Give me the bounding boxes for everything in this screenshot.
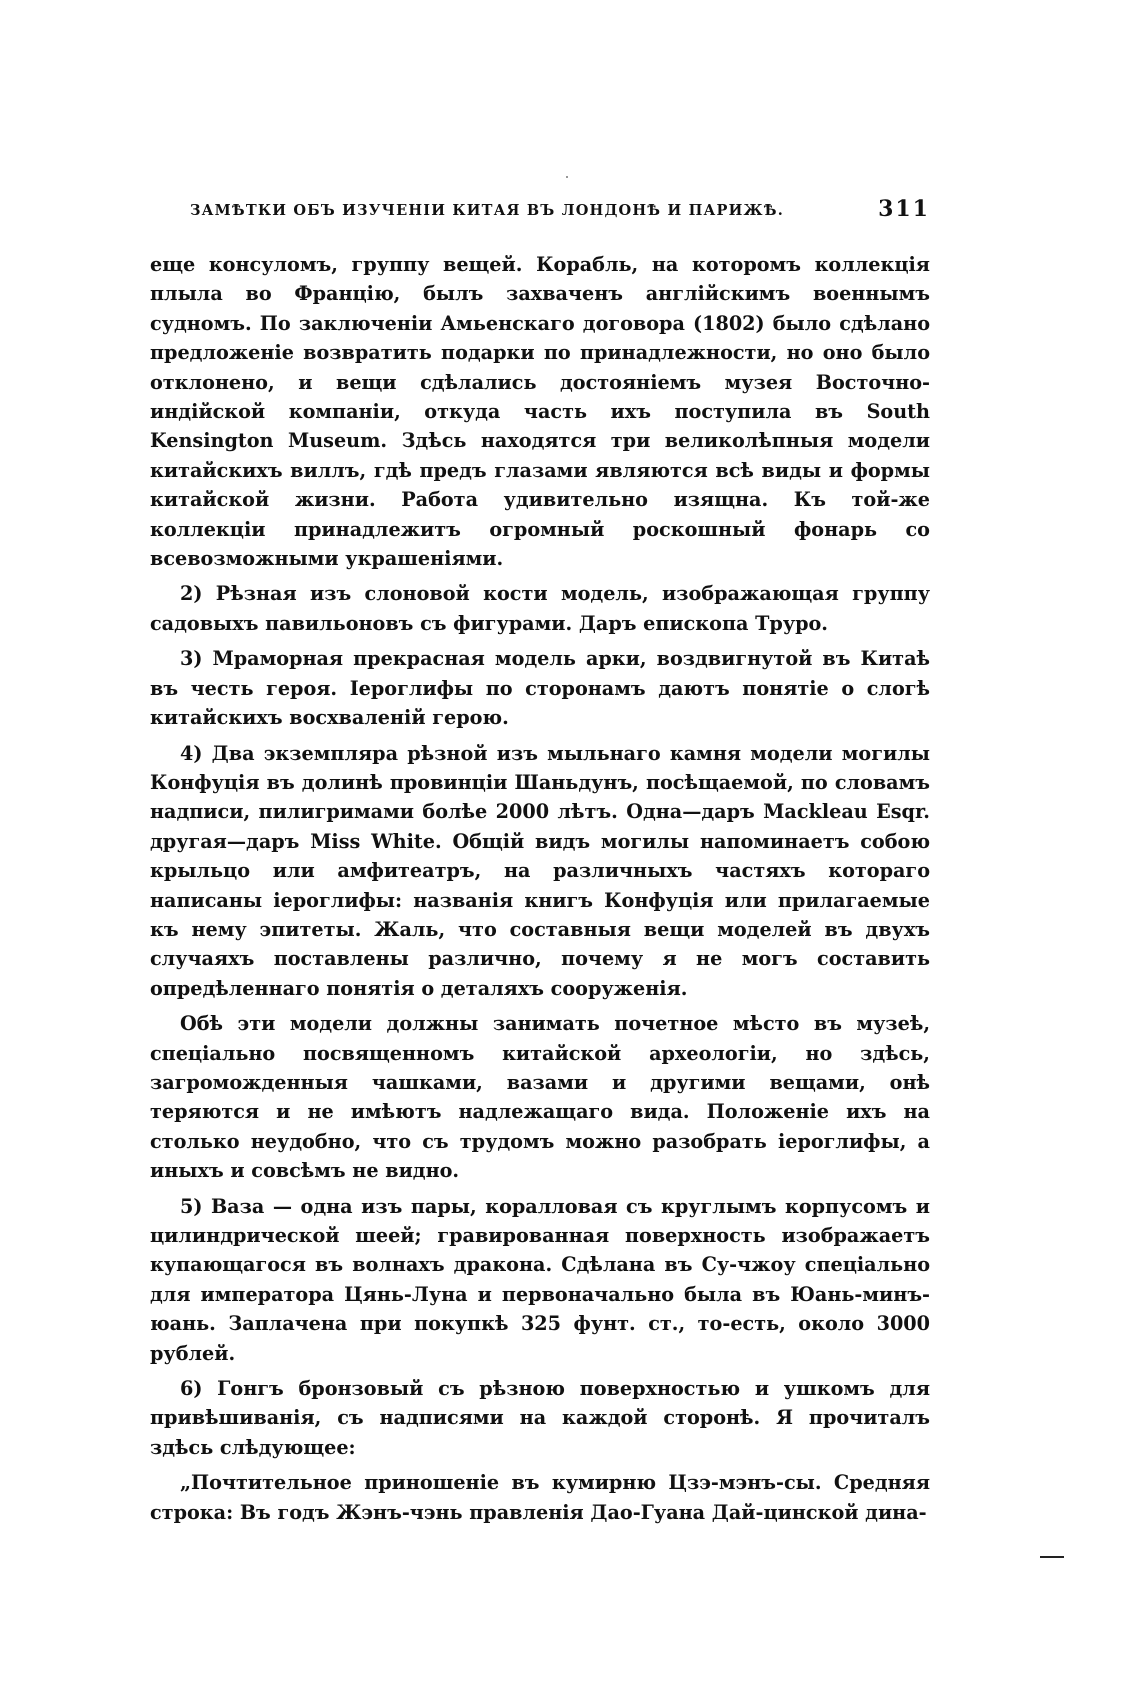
paragraph: еще консуломъ, группу вещей. Корабль, на которомъ коллекція плыла во Францію, былъ захваченъ англійскимъ военнымъ судномъ. По заключеніи Амьенскаго договора (1802) было сдѣлано предложеніе возвратить подарки по принадлежности, но оно было отклонено, и вещи сдѣлались достояніемъ музея Восточно-индійской компаніи, откуда часть ихъ поступила въ South Kensington Museum. Здѣсь находятся три великолѣпныя модели китайскихъ виллъ, гдѣ предъ глазами являются всѣ виды и формы китайской жизни. Работа удивительно изящна. Къ той-же коллекціи принадлежитъ огромный роскошный фонарь со всевозможными украшеніями.	[150, 253, 930, 571]
running-header	[150, 196, 930, 230]
paragraph: Обѣ эти модели должны занимать почетное мѣсто въ музеѣ, спеціально посвященномъ китайской археологіи, но здѣсь, загроможденныя чашками, вазами и другими вещами, онѣ теряются и не имѣютъ надлежащаго вида. Положеніе ихъ на столько неудобно, что съ трудомъ можно разобрать іероглифы, а иныхъ и совсѣмъ не видно.	[150, 1012, 930, 1183]
paragraph: 2) Рѣзная изъ слоновой кости модель, изображающая группу садовыхъ павильоновъ съ фигурами. Даръ епископа Труро.	[150, 582, 930, 635]
scan-speck	[566, 176, 568, 178]
body-text	[150, 250, 930, 1533]
margin-mark	[1040, 1556, 1064, 1558]
paragraph: 5) Ваза — одна изъ пары, коралловая съ круглымъ корпусомъ и цилиндрической шеей; гравированная поверхность изображаетъ купающагося въ волнахъ дракона. Сдѣлана въ Су-чжоу спеціально для императора Цянь-Луна и первоначально была въ Юань-минъ-юань. Заплачена при покупкѣ 325 фунт. ст., то-есть, около 3000 рублей.	[150, 1194, 930, 1365]
paragraph: „Почтительное приношеніе въ кумирню Цзэ-мэнъ-сы. Средняя строка: Въ годъ Жэнъ-чэнь правленія Дао-Гуана Дай-цинской дина-	[150, 1471, 930, 1524]
running-title: ЗАМѢТКИ ОБЪ ИЗУЧЕНІИ КИТАЯ ВЪ ЛОНДОНѢ И ПАРИЖѢ.	[190, 202, 784, 219]
page-number: 311	[878, 196, 930, 222]
paragraph: 3) Мраморная прекрасная модель арки, воздвигнутой въ Китаѣ въ честь героя. Іероглифы по сторонамъ даютъ понятіе о слогѣ китайскихъ восхваленій герою.	[150, 647, 930, 730]
paragraph: 4) Два экземпляра рѣзной изъ мыльнаго камня модели могилы Конфуція въ долинѣ провинціи Шаньдунъ, посѣщаемой, по словамъ надписи, пилигримами болѣе 2000 лѣтъ. Одна—даръ Mackleau Esqr. другая—даръ Miss White. Общій видъ могилы напоминаетъ собою крыльцо или амфитеатръ, на различныхъ частяхъ котораго написаны іероглифы: названія книгъ Конфуція или прилагаемые къ нему эпитеты. Жаль, что составныя вещи моделей въ двухъ случаяхъ поставлены различно, почему я не могъ составить опредѣленнаго понятія о деталяхъ сооруженія.	[150, 741, 930, 1000]
paragraph: 6) Гонгъ бронзовый съ рѣзною поверхностью и ушкомъ для привѣшиванія, съ надписями на каждой сторонѣ. Я прочиталъ здѣсь слѣдующее:	[150, 1377, 930, 1459]
